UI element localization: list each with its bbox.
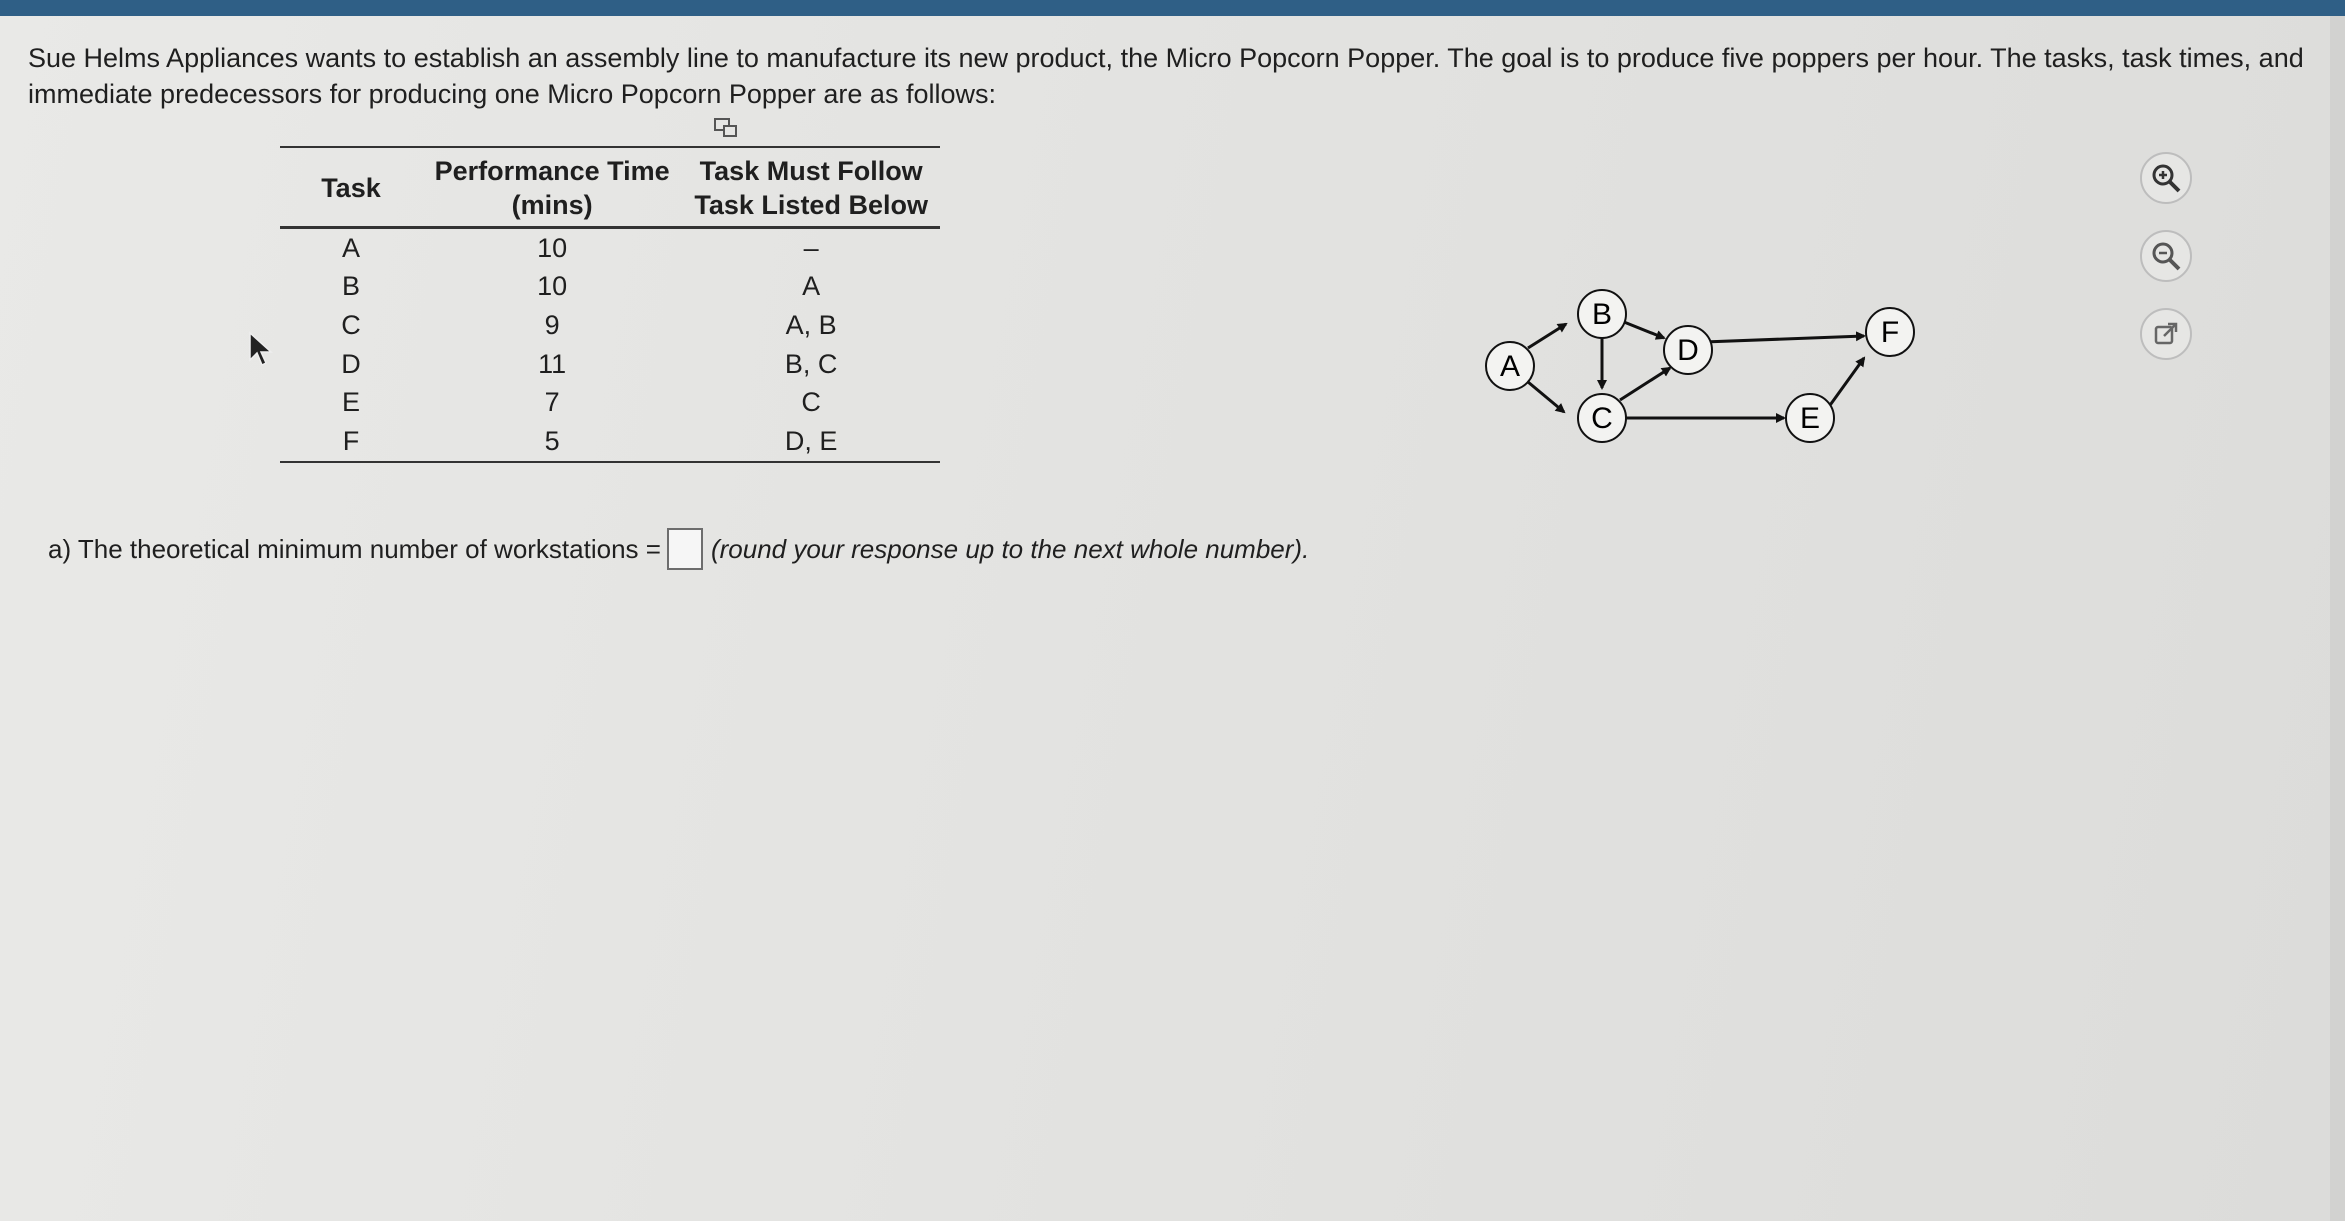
predecessor-cell: C — [801, 387, 821, 418]
zoom-out-button[interactable] — [2140, 230, 2192, 282]
time-cell: 11 — [538, 348, 567, 379]
svg-text:D: D — [1677, 334, 1699, 367]
task-cell: A — [341, 232, 360, 263]
rounding-hint: (round your response up to the next whole number). — [710, 534, 1310, 564]
edge-a-c — [1528, 382, 1564, 412]
node-b — [1578, 290, 1626, 338]
predecessor-cell: B, C — [784, 348, 838, 379]
edge-a-b — [1528, 324, 1566, 348]
time-cell: 7 — [544, 387, 560, 418]
time-cell: 9 — [544, 309, 560, 340]
copy-table-icon[interactable] — [712, 116, 740, 142]
zoom-in-button[interactable] — [2140, 152, 2192, 204]
node-c — [1578, 394, 1626, 442]
task-cell: C — [341, 309, 361, 340]
svg-text:E: E — [1799, 402, 1821, 435]
table-header-row — [280, 147, 940, 228]
tool-column — [2140, 152, 2196, 386]
open-external-button[interactable] — [2140, 308, 2192, 360]
predecessor-cell: D, E — [682, 422, 940, 462]
edge-b-d — [1624, 322, 1664, 338]
question-prefix: a) The theoretical minimum number of workstations = — [48, 534, 661, 564]
time-cell: 5 — [422, 422, 682, 462]
header-task: Task — [280, 147, 422, 228]
header-performance-time: Performance Time (mins) — [422, 147, 682, 228]
edge-d-f — [1704, 336, 1864, 342]
mouse-cursor-icon — [246, 330, 276, 370]
time-cell: 10 — [537, 232, 568, 263]
zoom-in-icon — [2149, 161, 2183, 195]
top-bar — [0, 0, 2345, 16]
problem-statement: Sue Helms Appliances wants to establish an assembly line to manufacture its new product, the Micro Popcorn Popper. The goal is to produce five poppers per hour. The tasks, task times, and immediate predecessors for producing one Micro Popcorn Popper are as follows: — [28, 43, 2304, 109]
svg-text:A: A — [1499, 350, 1521, 383]
header-predecessors: Task Must Follow Task Listed Below — [682, 147, 940, 228]
open-external-icon — [2151, 319, 2181, 349]
svg-text:B: B — [1591, 298, 1613, 331]
edge-c-d — [1620, 368, 1670, 400]
table-row — [280, 422, 940, 462]
table-row — [280, 268, 940, 307]
question-a — [48, 528, 1309, 570]
svg-text:C: C — [1591, 402, 1613, 435]
zoom-out-icon — [2149, 239, 2183, 273]
task-cell: D — [341, 348, 361, 379]
node-f — [1866, 308, 1914, 356]
task-table — [280, 146, 940, 463]
task-cell: F — [280, 422, 422, 462]
node-d — [1664, 326, 1712, 374]
predecessor-cell: A, B — [785, 309, 837, 340]
workstations-answer-input[interactable] — [667, 528, 703, 570]
table-row — [280, 228, 940, 268]
time-cell: 10 — [537, 271, 568, 302]
precedence-diagram — [1480, 270, 1960, 450]
node-a — [1486, 342, 1534, 390]
node-e — [1786, 394, 1834, 442]
task-cell: E — [341, 387, 360, 418]
edge-e-f — [1828, 358, 1864, 408]
svg-text:F: F — [1880, 316, 1900, 349]
predecessor-cell: A — [802, 271, 821, 302]
scrollbar[interactable] — [2330, 16, 2345, 1221]
predecessor-cell: – — [803, 232, 819, 263]
task-cell: B — [341, 271, 360, 302]
table-row — [280, 383, 940, 422]
table-row — [280, 306, 940, 345]
table-row — [280, 345, 940, 384]
